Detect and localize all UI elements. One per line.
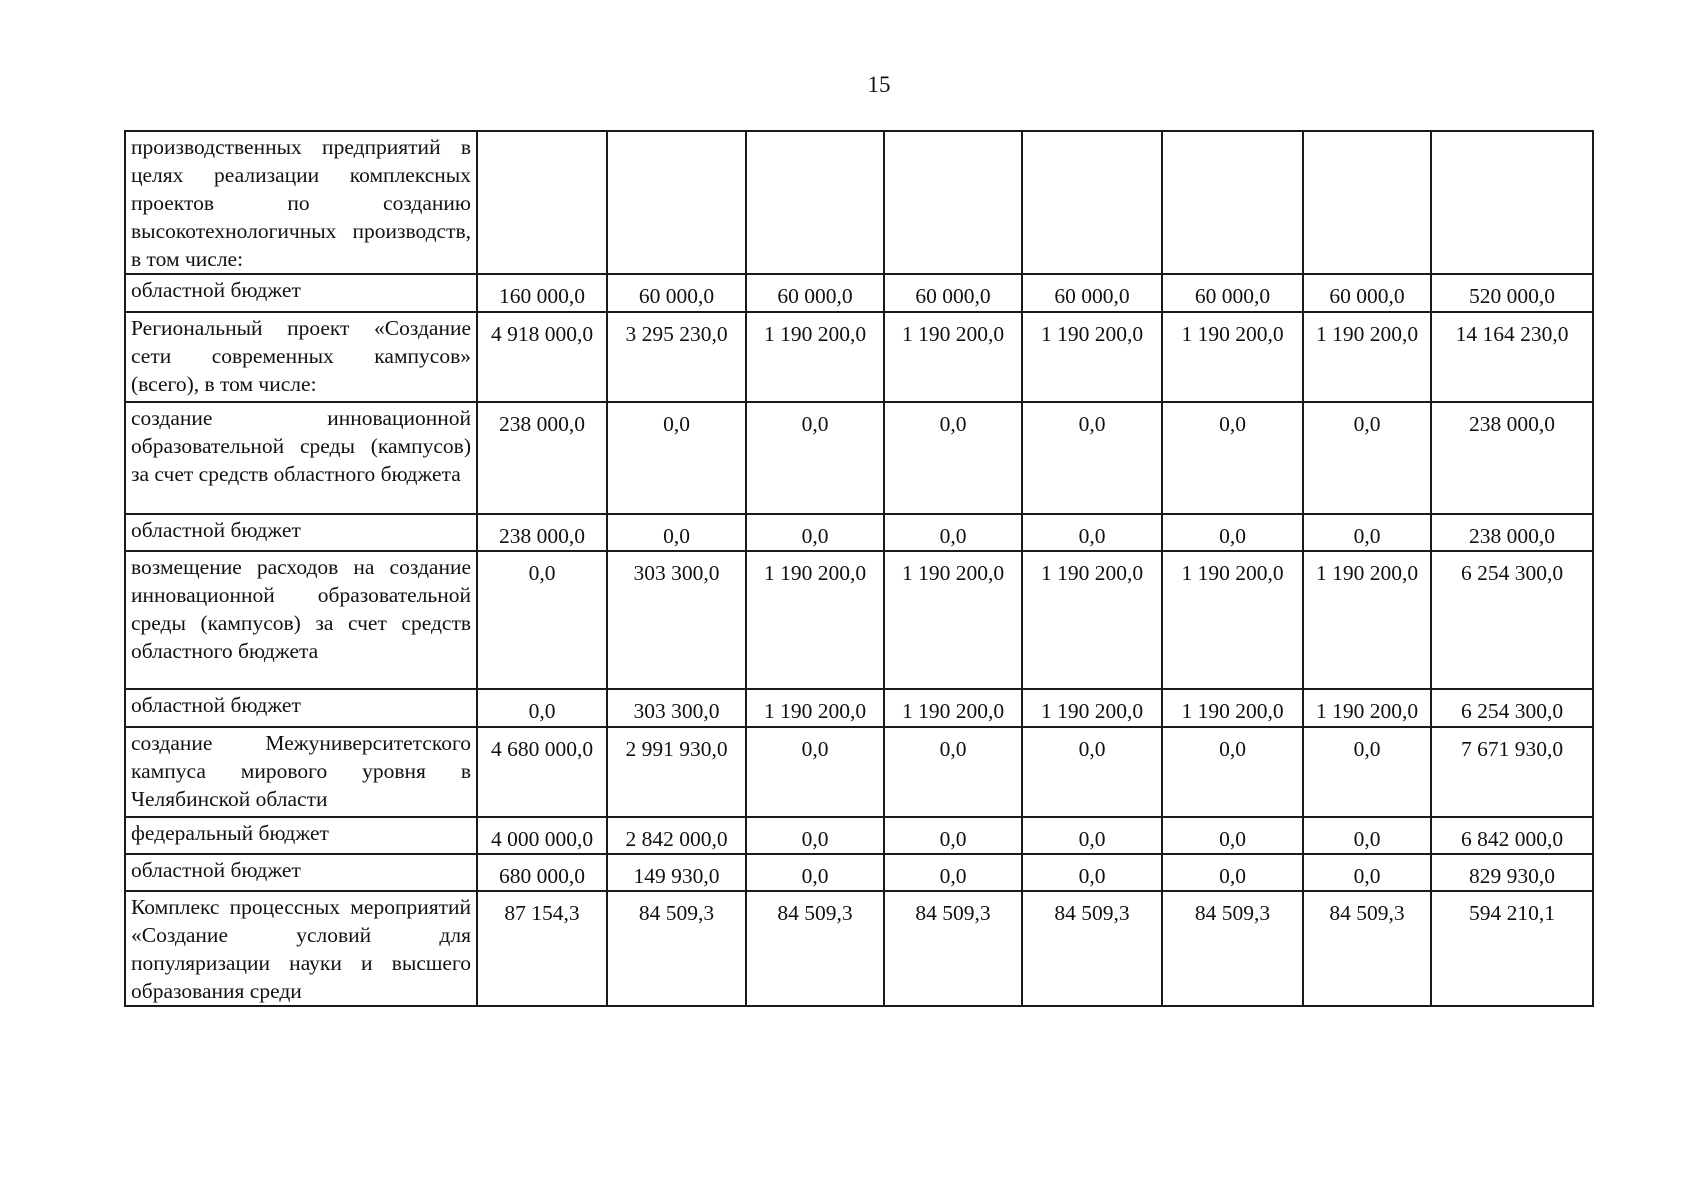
value-cell: 0,0 xyxy=(1303,817,1431,854)
row-label: Комплекс процессных мероприятий «Создание условий для популяризации науки и высшего образования среди xyxy=(125,891,477,1006)
value-cell: 0,0 xyxy=(746,402,884,514)
value-cell: 0,0 xyxy=(1022,817,1162,854)
value-cell: 0,0 xyxy=(607,514,746,551)
total-cell xyxy=(1431,131,1593,274)
value-cell: 1 190 200,0 xyxy=(1162,551,1303,689)
total-cell: 520 000,0 xyxy=(1431,274,1593,312)
value-cell: 4 918 000,0 xyxy=(477,312,607,402)
value-cell: 1 190 200,0 xyxy=(1162,312,1303,402)
value-cell: 1 190 200,0 xyxy=(884,551,1022,689)
value-cell: 0,0 xyxy=(746,727,884,817)
value-cell: 0,0 xyxy=(1022,854,1162,891)
table-row xyxy=(125,689,1593,727)
value-cell: 0,0 xyxy=(884,514,1022,551)
value-cell: 60 000,0 xyxy=(746,274,884,312)
row-label: областной бюджет xyxy=(125,689,477,727)
total-cell: 6 254 300,0 xyxy=(1431,551,1593,689)
value-cell: 1 190 200,0 xyxy=(746,551,884,689)
value-cell xyxy=(1022,131,1162,274)
budget-table-body xyxy=(125,131,1593,1006)
value-cell: 0,0 xyxy=(884,402,1022,514)
value-cell: 303 300,0 xyxy=(607,689,746,727)
value-cell xyxy=(1162,131,1303,274)
value-cell: 0,0 xyxy=(1162,817,1303,854)
value-cell: 0,0 xyxy=(1162,514,1303,551)
value-cell: 1 190 200,0 xyxy=(1022,551,1162,689)
value-cell: 0,0 xyxy=(607,402,746,514)
table-row xyxy=(125,312,1593,402)
value-cell: 1 190 200,0 xyxy=(884,312,1022,402)
table-row xyxy=(125,274,1593,312)
value-cell: 1 190 200,0 xyxy=(1303,689,1431,727)
value-cell: 0,0 xyxy=(477,689,607,727)
value-cell: 84 509,3 xyxy=(1162,891,1303,1006)
value-cell: 0,0 xyxy=(746,854,884,891)
value-cell xyxy=(884,131,1022,274)
value-cell: 680 000,0 xyxy=(477,854,607,891)
total-cell: 6 254 300,0 xyxy=(1431,689,1593,727)
value-cell: 0,0 xyxy=(1022,402,1162,514)
budget-table xyxy=(124,130,1594,1007)
value-cell: 0,0 xyxy=(1162,727,1303,817)
value-cell: 0,0 xyxy=(746,514,884,551)
value-cell: 1 190 200,0 xyxy=(884,689,1022,727)
table-row xyxy=(125,551,1593,689)
row-label: областной бюджет xyxy=(125,514,477,551)
value-cell: 238 000,0 xyxy=(477,514,607,551)
value-cell: 2 991 930,0 xyxy=(607,727,746,817)
total-cell: 594 210,1 xyxy=(1431,891,1593,1006)
value-cell: 84 509,3 xyxy=(746,891,884,1006)
value-cell: 0,0 xyxy=(1162,402,1303,514)
value-cell: 0,0 xyxy=(1303,727,1431,817)
value-cell: 2 842 000,0 xyxy=(607,817,746,854)
value-cell: 84 509,3 xyxy=(1022,891,1162,1006)
row-label: создание инновационной образовательной среды (кампусов) за счет средств областного бюджета xyxy=(125,402,477,514)
value-cell: 4 680 000,0 xyxy=(477,727,607,817)
value-cell: 87 154,3 xyxy=(477,891,607,1006)
value-cell: 1 190 200,0 xyxy=(1303,312,1431,402)
row-label: областной бюджет xyxy=(125,274,477,312)
value-cell: 0,0 xyxy=(1022,727,1162,817)
total-cell: 14 164 230,0 xyxy=(1431,312,1593,402)
row-label: областной бюджет xyxy=(125,854,477,891)
value-cell: 0,0 xyxy=(1303,402,1431,514)
value-cell: 0,0 xyxy=(884,727,1022,817)
value-cell xyxy=(477,131,607,274)
table-row xyxy=(125,402,1593,514)
row-label: Региональный проект «Создание сети современных кампусов» (всего), в том числе: xyxy=(125,312,477,402)
value-cell: 0,0 xyxy=(884,817,1022,854)
value-cell: 84 509,3 xyxy=(607,891,746,1006)
value-cell: 1 190 200,0 xyxy=(1022,312,1162,402)
table-row xyxy=(125,854,1593,891)
total-cell: 829 930,0 xyxy=(1431,854,1593,891)
value-cell: 1 190 200,0 xyxy=(1022,689,1162,727)
value-cell: 1 190 200,0 xyxy=(1303,551,1431,689)
value-cell: 238 000,0 xyxy=(477,402,607,514)
value-cell: 60 000,0 xyxy=(1162,274,1303,312)
value-cell xyxy=(746,131,884,274)
total-cell: 6 842 000,0 xyxy=(1431,817,1593,854)
value-cell xyxy=(1303,131,1431,274)
value-cell: 1 190 200,0 xyxy=(746,689,884,727)
row-label: федеральный бюджет xyxy=(125,817,477,854)
total-cell: 238 000,0 xyxy=(1431,402,1593,514)
table-row xyxy=(125,891,1593,1006)
total-cell: 7 671 930,0 xyxy=(1431,727,1593,817)
value-cell: 60 000,0 xyxy=(1303,274,1431,312)
total-cell: 238 000,0 xyxy=(1431,514,1593,551)
value-cell: 160 000,0 xyxy=(477,274,607,312)
value-cell: 60 000,0 xyxy=(607,274,746,312)
value-cell: 0,0 xyxy=(1162,854,1303,891)
value-cell: 149 930,0 xyxy=(607,854,746,891)
page-number: 15 xyxy=(867,72,891,97)
value-cell: 60 000,0 xyxy=(884,274,1022,312)
row-label: создание Межуниверситетского кампуса мирового уровня в Челябинской области xyxy=(125,727,477,817)
value-cell: 0,0 xyxy=(1022,514,1162,551)
row-label: возмещение расходов на создание инновационной образовательной среды (кампусов) за счет средств областного бюджета xyxy=(125,551,477,689)
row-label: производственных предприятий в целях реализации комплексных проектов по созданию высокотехнологичных производств, в том числе: xyxy=(125,131,477,274)
table-row xyxy=(125,514,1593,551)
value-cell: 0,0 xyxy=(1303,514,1431,551)
table-row xyxy=(125,817,1593,854)
value-cell: 3 295 230,0 xyxy=(607,312,746,402)
value-cell: 303 300,0 xyxy=(607,551,746,689)
value-cell: 60 000,0 xyxy=(1022,274,1162,312)
table-row xyxy=(125,131,1593,274)
value-cell: 1 190 200,0 xyxy=(1162,689,1303,727)
value-cell: 4 000 000,0 xyxy=(477,817,607,854)
value-cell: 0,0 xyxy=(477,551,607,689)
value-cell: 0,0 xyxy=(1303,854,1431,891)
value-cell: 0,0 xyxy=(884,854,1022,891)
value-cell: 84 509,3 xyxy=(884,891,1022,1006)
value-cell xyxy=(607,131,746,274)
table-row xyxy=(125,727,1593,817)
value-cell: 1 190 200,0 xyxy=(746,312,884,402)
value-cell: 84 509,3 xyxy=(1303,891,1431,1006)
value-cell: 0,0 xyxy=(746,817,884,854)
